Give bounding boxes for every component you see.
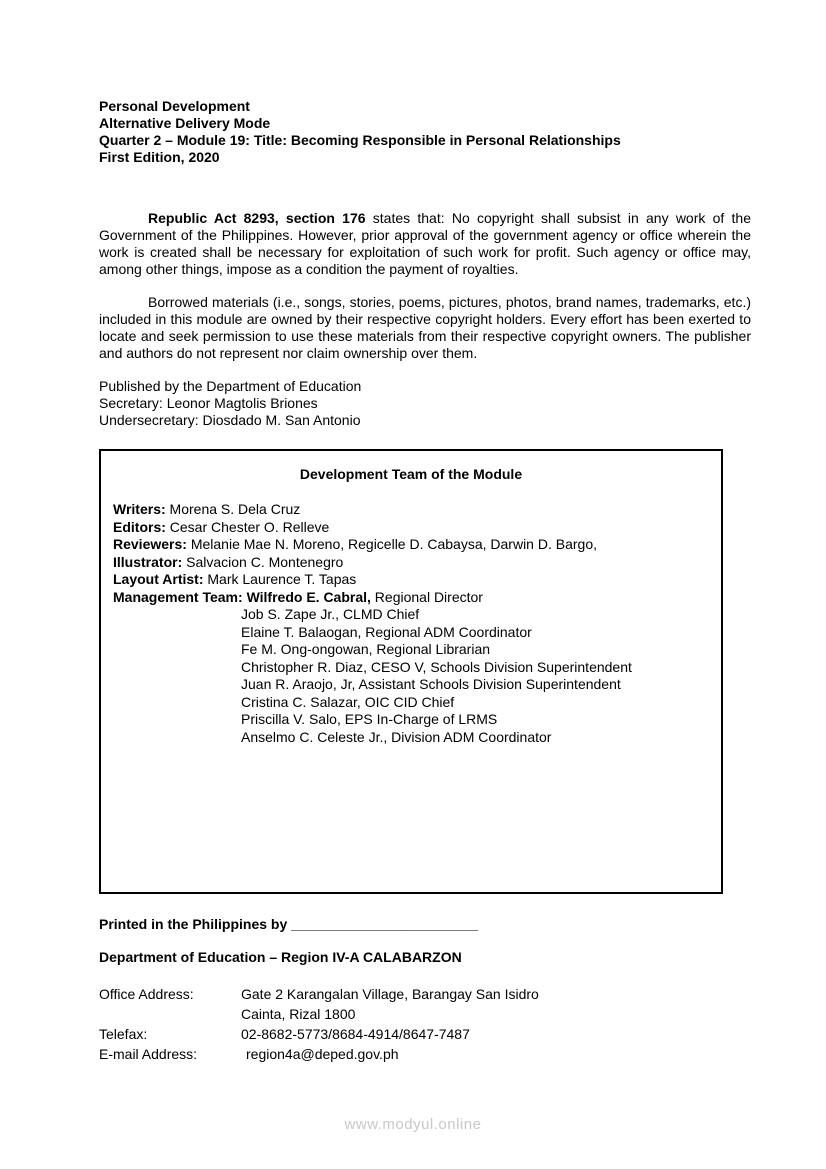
layout-artist-value: Mark Laurence T. Tapas xyxy=(207,571,357,587)
team-member-5: Juan R. Araojo, Jr, Assistant Schools Division Superintendent xyxy=(241,676,621,692)
editors-row xyxy=(113,519,709,537)
office-address-line2-value: Cainta, Rizal 1800 xyxy=(241,1006,356,1022)
copyright-paragraph-1-text: states that: No copyright shall subsist in any work of the Government of the Philippines. However, prior approval of the government agency or office wherein the work is created shall be necessary for exploitation of such work for profit. Such agency or office may, among other things, impose as a condition the payment of royalties. xyxy=(99,210,751,277)
editors-label: Editors: xyxy=(113,518,166,535)
team-member-3: Fe M. Ong-ongowan, Regional Librarian xyxy=(241,641,491,657)
printed-in-philippines-line: Printed in the Philippines by ________________________ xyxy=(99,916,478,932)
email-label: E-mail Address: xyxy=(99,1046,198,1062)
reviewers-label: Reviewers: xyxy=(113,536,187,552)
publisher-block xyxy=(99,378,751,429)
email-value: region4a@deped.gov.ph xyxy=(246,1046,399,1062)
team-member-2: Elaine T. Balaogan, Regional ADM Coordinator xyxy=(241,623,532,640)
editors-value: Cesar Chester O. Relleve xyxy=(169,518,330,535)
office-address-line2-row xyxy=(99,1004,751,1024)
module-quarter-title: Quarter 2 – Module 19: Title: Becoming Responsible in Personal Relationships xyxy=(99,132,621,148)
writers-row xyxy=(113,501,709,519)
module-title-block xyxy=(99,98,751,166)
copyright-paragraph-1 xyxy=(99,210,751,278)
development-team-title: Development Team of the Module xyxy=(299,466,523,482)
undersecretary-line: Undersecretary: Diosdado M. San Antonio xyxy=(99,412,361,428)
telefax-value: 02-8682-5773/8684-4914/8647-7487 xyxy=(241,1026,470,1042)
management-team-lead: Wilfredo E. Cabral, xyxy=(246,588,371,605)
team-member-8: Anselmo C. Celeste Jr., Division ADM Coordinator xyxy=(241,728,552,745)
writers-value: Morena S. Dela Cruz xyxy=(169,501,301,517)
layout-artist-row xyxy=(113,571,709,589)
illustrator-value: Salvacion C. Montenegro xyxy=(186,553,344,570)
secretary-line: Secretary: Leonor Magtolis Briones xyxy=(99,395,318,411)
writers-label: Writers: xyxy=(113,501,166,517)
team-member-7: Priscilla V. Salo, EPS In-Charge of LRMS xyxy=(241,711,498,727)
reviewers-value: Melanie Mae N. Moreno, Regicelle D. Cabaysa, Darwin D. Bargo, xyxy=(190,536,597,552)
published-by-line: Published by the Department of Education xyxy=(99,378,362,394)
office-address-row xyxy=(99,984,751,1004)
management-team-label: Management Team: xyxy=(113,588,243,605)
department-region-line: Department of Education – Region IV-A CALABARZON xyxy=(99,949,462,965)
office-address-line2-label xyxy=(99,1004,241,1024)
site-watermark: www.modyul.online xyxy=(344,1116,482,1133)
module-subject: Personal Development xyxy=(99,98,250,114)
republic-act-reference: Republic Act 8293, section 176 xyxy=(148,210,366,226)
module-delivery-mode: Alternative Delivery Mode xyxy=(99,115,271,131)
management-team-row xyxy=(113,589,709,607)
team-member-4: Christopher R. Diaz, CESO V, Schools Division Superintendent xyxy=(241,658,632,675)
page-content xyxy=(99,98,751,1064)
office-address-value: Gate 2 Karangalan Village, Barangay San Isidro xyxy=(241,986,539,1002)
layout-artist-label: Layout Artist: xyxy=(113,571,204,587)
module-edition: First Edition, 2020 xyxy=(99,149,220,165)
office-address-label: Office Address: xyxy=(99,986,194,1002)
team-member-6: Cristina C. Salazar, OIC CID Chief xyxy=(241,693,455,710)
illustrator-row xyxy=(113,554,709,572)
illustrator-label: Illustrator: xyxy=(113,553,183,570)
telefax-row xyxy=(99,1024,751,1044)
email-row xyxy=(99,1044,751,1064)
contact-block xyxy=(99,984,751,1064)
copyright-paragraph-2: Borrowed materials (i.e., songs, stories, poems, pictures, photos, brand names, trademarks, etc.) included in this module are owned by their respective copyright holders. Every effort has been exerted to locate and seek permission to use these materials from their respective copyright owners. The publisher and authors do not represent nor claim ownership over them. xyxy=(99,294,751,361)
team-member-1: Job S. Zape Jr., CLMD Chief xyxy=(241,606,420,622)
reviewers-row xyxy=(113,536,709,554)
management-team-members xyxy=(113,606,709,746)
telefax-label: Telefax: xyxy=(99,1026,148,1042)
management-team-lead-title: Regional Director xyxy=(374,588,483,605)
development-team-box xyxy=(99,449,723,894)
